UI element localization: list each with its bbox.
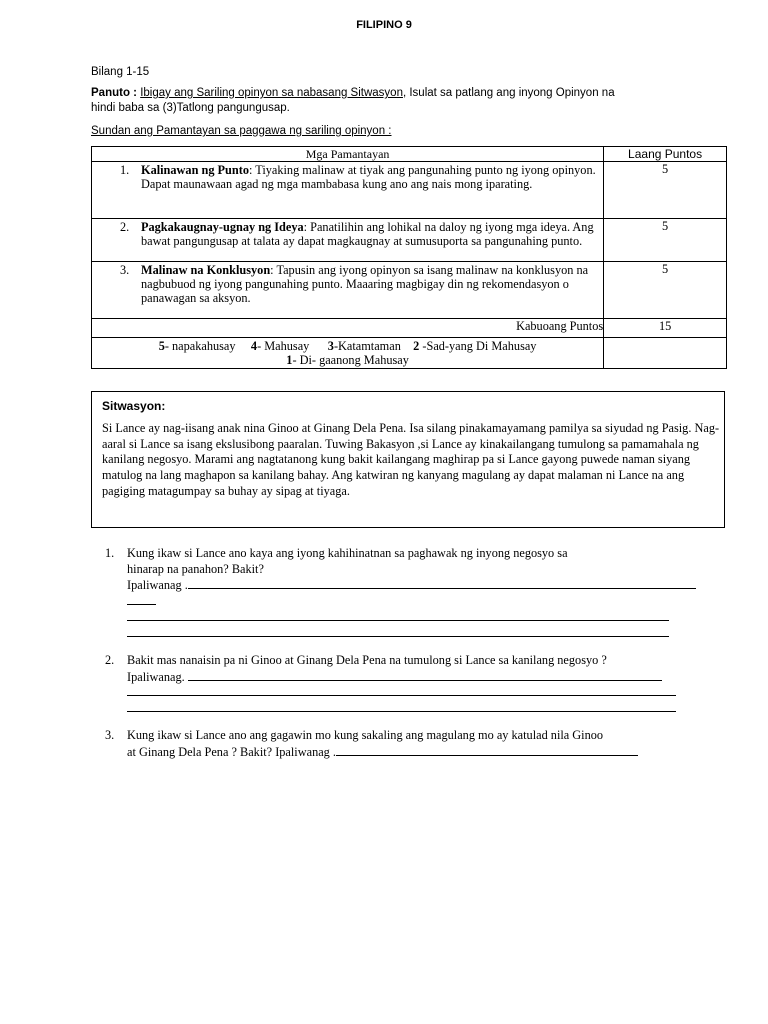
- rubric-row: [92, 219, 727, 262]
- question-3: [105, 728, 725, 760]
- answer-line[interactable]: [127, 695, 676, 696]
- criterion-points: 5: [604, 262, 727, 319]
- answer-blank[interactable]: [188, 577, 696, 589]
- rubric-criterion: [92, 219, 604, 262]
- rubric-intro: Sundan ang Pamantayan sa paggawa ng sariling opinyon :: [91, 125, 392, 137]
- question-2: [105, 653, 725, 685]
- question-number: 1.: [105, 546, 115, 560]
- scale-number: 2: [413, 339, 420, 353]
- instructions: [91, 86, 691, 116]
- rubric-criterion: [92, 262, 604, 319]
- scale-number: 4: [250, 339, 258, 353]
- scale-label: -Sad-yang Di Mahusay: [422, 339, 537, 353]
- rubric-header-points: Laang Puntos: [604, 147, 727, 162]
- answer-prompt: Ipaliwanag .: [127, 578, 188, 592]
- scale-label: - Mahusay: [257, 339, 310, 353]
- criterion-title: Kalinawan ng Punto: [141, 163, 249, 177]
- situation-box: [91, 391, 725, 528]
- rubric-row: [92, 262, 727, 319]
- rubric-header-criteria: Mga Pamantayan: [92, 147, 604, 162]
- criterion-number: 3.: [120, 263, 130, 277]
- question-text: Kung ikaw si Lance ano ang gagawin mo kung sakaling ang magulang mo ay katulad nila Ginoo: [127, 728, 604, 742]
- rubric-row: [92, 162, 727, 219]
- scale-number: 1: [286, 353, 293, 367]
- question-number: 3.: [105, 728, 115, 742]
- question-1: [105, 546, 725, 594]
- answer-prompt: Ipaliwanag.: [127, 669, 188, 684]
- situation-text: Si Lance ay nag-iisang anak nina Ginoo at Ginang Dela Pena. Isa silang pinakamayamang pamilya sa siyudad ng Pasig. Nag-aaral si Lance sa isang ekslusibong paaralan. Tuwing Bakasyon ,si Lance ay kinakailangang tumulong sa pamamahala ng kanilang negosyo. Marami ang nagtatanong kung bakit kailangang maghirap pa si Lance gayong puwede naman siyang matulog na lang maghapon sa kanilang bahay. Ang katwiran ng kanyang magulang ay dapat malaman ni Lance na ang pagiging matagumpay sa buhay ay sipag at tiyaga.: [102, 421, 720, 498]
- criterion-title: Malinaw na Konklusyon: [141, 263, 271, 277]
- answer-blank[interactable]: [188, 669, 662, 681]
- question-number: 2.: [105, 653, 115, 667]
- rubric-total-row: [92, 319, 727, 338]
- scale-label: - napakahusay: [164, 339, 236, 353]
- document-title: FILIPINO 9: [356, 19, 412, 31]
- rubric-table: [91, 146, 727, 369]
- rubric-criterion: [92, 162, 604, 219]
- criterion-points: 5: [604, 219, 727, 262]
- instructions-label: Panuto :: [91, 87, 137, 99]
- scale-label: - Di- gaanong Mahusay: [292, 353, 409, 367]
- criterion-text: : Tiyaking malinaw at tiyak ang pangunahing punto ng iyong opinyon. Dapat maunawaan agad ng mga mambabasa kung ano ang nais mong iparating.: [141, 163, 596, 191]
- instructions-underlined: Ibigay ang Sariling opinyon sa nabasang Sitwasyon: [140, 87, 403, 99]
- total-points: 15: [604, 319, 727, 338]
- instructions-rest-2: hindi baba sa (3)Tatlong pangungusap.: [91, 102, 290, 114]
- question-text: Kung ikaw si Lance ano kaya ang iyong kahihinatnan sa paghawak ng inyong negosyo sa: [127, 546, 568, 560]
- instructions-rest: , Isulat sa patlang ang inyong Opinyon na: [402, 87, 615, 99]
- item-range: Bilang 1-15: [91, 66, 150, 78]
- criterion-text: : Tapusin ang iyong opinyon sa isang malinaw na konklusyon na nagbubuod ng iyong pangunahing punto. Maaaring magbigay din ng rekomendasyon o panawagan sa aksyon.: [141, 263, 589, 305]
- criterion-points: 5: [604, 162, 727, 219]
- scale-points-cell: [604, 338, 727, 369]
- total-label: Kabuoang Puntos: [92, 319, 604, 338]
- answer-line[interactable]: [127, 620, 669, 621]
- question-text: at Ginang Dela Pena ? Bakit? Ipaliwanag .: [127, 744, 336, 759]
- answer-blank[interactable]: [336, 744, 638, 756]
- rubric-scale-row: [92, 338, 727, 369]
- criterion-title: Pagkakaugnay-ugnay ng Ideya: [141, 220, 304, 234]
- criterion-number: 1.: [120, 163, 130, 177]
- scale-label: -Katamtaman: [333, 339, 401, 353]
- question-text: hinarap na panahon? Bakit?: [127, 561, 264, 576]
- scale-number: 5: [158, 339, 165, 353]
- answer-line[interactable]: [127, 604, 156, 605]
- answer-line[interactable]: [127, 636, 669, 637]
- scale-number: 3: [327, 339, 334, 353]
- rating-scale: [92, 338, 604, 369]
- situation-title: Sitwasyon:: [102, 399, 166, 413]
- answer-line[interactable]: [127, 711, 676, 712]
- criterion-text: : Panatilihin ang lohikal na daloy ng iyong mga ideya. Ang bawat pangungusap at talata ay dapat magkaugnay at sumusuporta sa pangunahing punto.: [141, 220, 594, 248]
- criterion-number: 2.: [120, 220, 130, 234]
- rubric-header-row: [92, 147, 727, 162]
- question-text: Bakit mas nanaisin pa ni Ginoo at Ginang Dela Pena na tumulong si Lance sa kanilang negosyo ?: [127, 653, 607, 667]
